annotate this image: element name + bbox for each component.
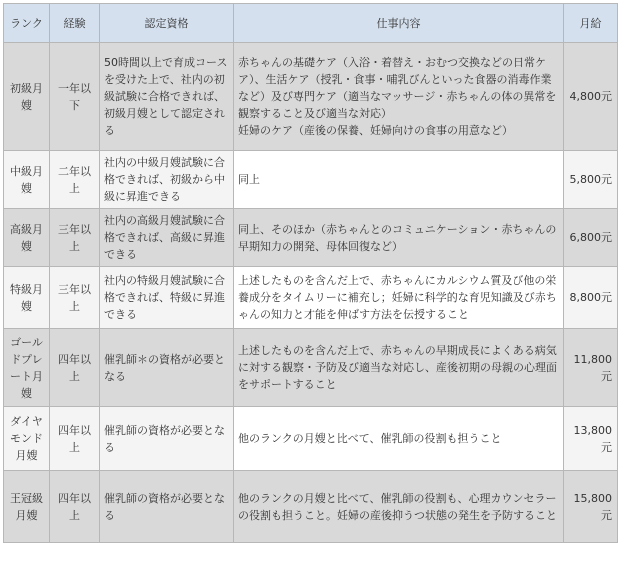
table-row bbox=[4, 329, 618, 407]
header-salary: 月給 bbox=[564, 4, 618, 43]
table-row bbox=[4, 151, 618, 209]
salary-cell: 8,800元 bbox=[564, 267, 618, 329]
rank-cell: ゴールドプレート月嫂 bbox=[4, 329, 50, 407]
salary-table-container bbox=[3, 3, 617, 562]
header-experience: 経験 bbox=[50, 4, 100, 43]
rank-cell: 高級月嫂 bbox=[4, 209, 50, 267]
table-row bbox=[4, 471, 618, 543]
salary-table bbox=[3, 3, 618, 543]
duties-cell: 他のランクの月嫂と比べて、催乳師の役割も担うこと bbox=[234, 407, 564, 471]
salary-cell: 6,800元 bbox=[564, 209, 618, 267]
header-rank: ランク bbox=[4, 4, 50, 43]
salary-cell: 4,800元 bbox=[564, 43, 618, 151]
duties-cell: 上述したものを含んだ上で、赤ちゃんにカルシウム質及び他の栄養成分をタイムリーに補充し；妊婦に科学的な育児知識及び赤ちゃんの知力と才能を伸ばす方法を伝授すること bbox=[234, 267, 564, 329]
duties-cell: 赤ちゃんの基礎ケア（入浴・着替え・おむつ交換などの日常ケア）、生活ケア（授乳・食事・哺乳びんといった食器の消毒作業など）及び専門ケア（適当なマッサージ・赤ちゃんの体の異常を観察すること及び適当な対応） 妊婦のケア（産後の保養、妊婦向けの食事の用意など） bbox=[234, 43, 564, 151]
table-row bbox=[4, 407, 618, 471]
rank-cell: 王冠級月嫂 bbox=[4, 471, 50, 543]
rank-cell: 中級月嫂 bbox=[4, 151, 50, 209]
experience-cell: 三年以上 bbox=[50, 267, 100, 329]
table-row bbox=[4, 267, 618, 329]
header-duties: 仕事内容 bbox=[234, 4, 564, 43]
table-header-row bbox=[4, 4, 618, 43]
table-row bbox=[4, 209, 618, 267]
header-qualification: 認定資格 bbox=[100, 4, 234, 43]
qualification-cell: 社内の特級月嫂試験に合格できれば、特級に昇進できる bbox=[100, 267, 234, 329]
qualification-cell: 催乳師の資格が必要となる bbox=[100, 471, 234, 543]
salary-cell: 15,800元 bbox=[564, 471, 618, 543]
qualification-cell: 社内の高級月嫂試験に合格できれば、高級に昇進できる bbox=[100, 209, 234, 267]
qualification-cell: 催乳師＊の資格が必要となる bbox=[100, 329, 234, 407]
experience-cell: 四年以上 bbox=[50, 407, 100, 471]
experience-cell: 二年以上 bbox=[50, 151, 100, 209]
qualification-cell: 50時間以上で育成コースを受けた上で、社内の初級試験に合格できれば、初級月嫂として認定される bbox=[100, 43, 234, 151]
salary-cell: 11,800元 bbox=[564, 329, 618, 407]
rank-cell: ダイヤモンド月嫂 bbox=[4, 407, 50, 471]
rank-cell: 特級月嫂 bbox=[4, 267, 50, 329]
experience-cell: 三年以上 bbox=[50, 209, 100, 267]
duties-cell: 上述したものを含んだ上で、赤ちゃんの早期成長によくある病気に対する観察・予防及び適当な対応し、産後初期の母親の心理面をサポートすること bbox=[234, 329, 564, 407]
rank-cell: 初級月嫂 bbox=[4, 43, 50, 151]
salary-cell: 5,800元 bbox=[564, 151, 618, 209]
duties-cell: 同上、そのほか（赤ちゃんとのコミュニケーション・赤ちゃんの早期知力の開発、母体回復など） bbox=[234, 209, 564, 267]
qualification-cell: 社内の中級月嫂試験に合格できれば、初級から中級に昇進できる bbox=[100, 151, 234, 209]
duties-cell: 他のランクの月嫂と比べて、催乳師の役割も、心理カウンセラーの役割も担うこと。妊婦の産後抑うつ状態の発生を予防すること bbox=[234, 471, 564, 543]
table-row bbox=[4, 43, 618, 151]
duties-cell: 同上 bbox=[234, 151, 564, 209]
experience-cell: 一年以下 bbox=[50, 43, 100, 151]
qualification-cell: 催乳師の資格が必要となる bbox=[100, 407, 234, 471]
experience-cell: 四年以上 bbox=[50, 471, 100, 543]
salary-cell: 13,800元 bbox=[564, 407, 618, 471]
experience-cell: 四年以上 bbox=[50, 329, 100, 407]
